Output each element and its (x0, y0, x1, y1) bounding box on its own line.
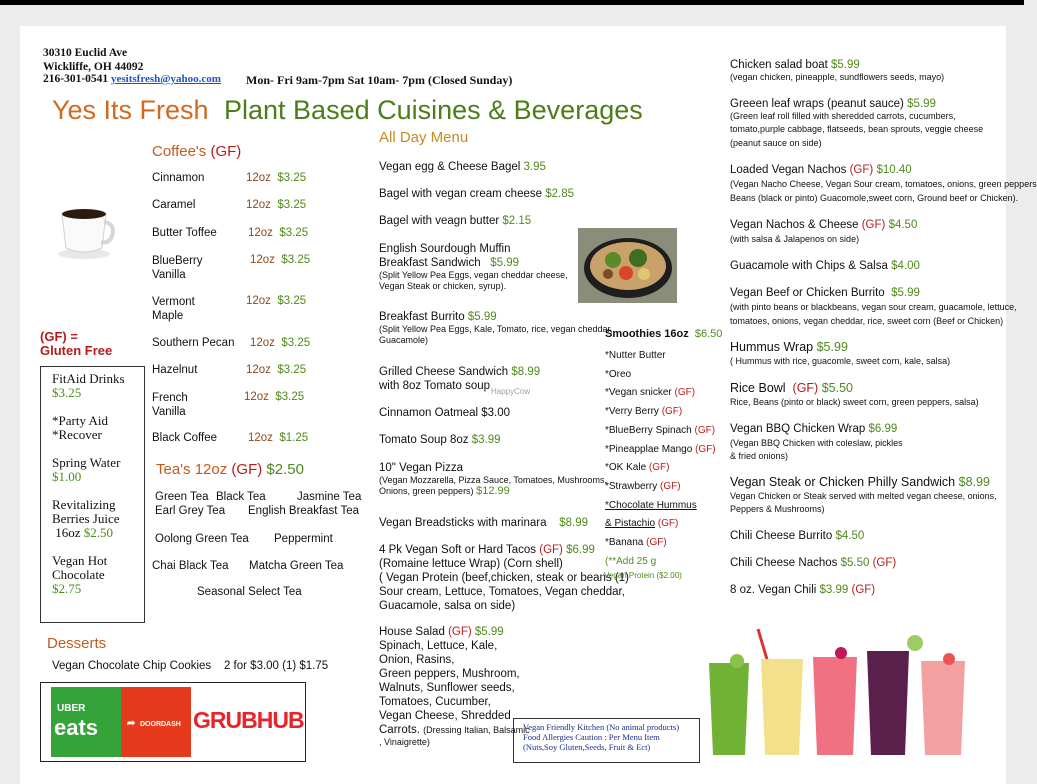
gf-legend (40, 330, 112, 358)
coffee-item: BlueBerry Vanilla (152, 255, 203, 281)
smoothie-item: *Verry Berry (GF) (605, 406, 683, 418)
gf-legend-line2: Gluten Free (40, 343, 113, 358)
coffee-size: 12oz $3.25 (246, 172, 307, 184)
menu-item: English Sourdough Muffin Breakfast Sandwich $5.99 (Split Yellow Pea Eggs, vegan cheddar cheese, Vegan Steak or chicken, syrup). (379, 243, 568, 291)
email-link[interactable]: yesitsfresh@yahoo.com (111, 73, 221, 85)
tea-item: Peppermint (274, 533, 333, 545)
smoothie-item: *Strawberry (GF) (605, 480, 681, 492)
smoothie-item: *Chocolate Hummus & Pistachio (GF) (605, 499, 697, 530)
smoothie-item: *Vegan snicker (GF) (605, 387, 696, 399)
menu-item: Loaded Vegan Nachos (GF) $10.40 (730, 164, 912, 176)
menu-item: Tomato Soup 8oz $3.99 (379, 434, 501, 446)
tea-item: Earl Grey Tea (155, 505, 226, 517)
coffee-item: Butter Toffee (152, 227, 217, 239)
menu-item: Bagel with vegan cream cheese $2.85 (379, 188, 574, 200)
food-bowl-photo (578, 228, 677, 303)
business-hours: Mon- Fri 9am-7pm Sat 10am- 7pm (Closed Sunday) (246, 73, 513, 87)
gf-legend-line1: (GF) = (40, 329, 78, 344)
coffee-item: Hazelnut (152, 364, 198, 376)
recover: *Recover (52, 427, 102, 442)
menu-item: Vegan egg & Cheese Bagel 3.95 (379, 161, 546, 173)
tea-item: Black Tea (216, 491, 266, 503)
menu-item: House Salad (GF) $5.99 Spinach, Lettuce, Kale, Onion, Rasins, Green peppers, Mushroom, Walnuts, Sunflower seeds, Tomatoes, Cucumber, Vegan Cheese, Shredded Carrots. (Dressing Italian, Balsamic , Vinaigrette) (379, 626, 530, 747)
revital-size-price: 16oz $2.50 (55, 525, 114, 540)
tea-item: Oolong Green Tea (155, 533, 249, 545)
coffee-size: 12oz $3.25 (244, 391, 305, 403)
menu-item: Chili Cheese Burrito $4.50 (730, 530, 865, 542)
coffee-size: 12oz $3.25 (248, 227, 309, 239)
tea-heading: Tea's 12oz (GF) $2.50 (156, 461, 304, 478)
coffee-item: Black Coffee (152, 432, 217, 444)
fitaid-box (40, 366, 145, 623)
brand-tagline: Plant Based Cuisines & Beverages (224, 95, 643, 125)
chocolate: Chocolate (52, 567, 105, 582)
kitchen-note: Vegan Friendly Kitchen (No animal products) Food Allergies Caution : Per Menu Item (Nuts,Soy Gluten,Seeds, Fruit & Ect) (513, 718, 700, 763)
dessert-item: Vegan Chocolate Chip Cookies 2 for $3.00 (1) $1.75 (52, 660, 329, 672)
all-day-heading: All Day Menu (379, 129, 469, 146)
coffee-item: Cinnamon (152, 172, 205, 184)
menu-item: Vegan Steak or Chicken Philly Sandwich $8.99 (730, 475, 990, 489)
smoothie-item: *BlueBerry Spinach (GF) (605, 424, 716, 436)
menu-item: Greeen leaf wraps (peanut sauce) $5.99 (730, 98, 936, 110)
menu-item: Guacamole with Chips & Salsa $4.00 (730, 260, 920, 272)
coffee-heading-text: Coffee's (152, 143, 207, 160)
coffee-size: 12oz $3.25 (250, 337, 311, 349)
fitaid-title: FitAid Drinks (52, 371, 125, 386)
coffee-size: 12oz $3.25 (246, 199, 307, 211)
coffee-size: 12oz $3.25 (250, 254, 311, 266)
menu-item: Vegan BBQ Chicken Wrap $6.99 (730, 423, 898, 435)
smoothie-item: *Oreo (605, 368, 632, 380)
menu-item: 10" Vegan Pizza (Vegan Mozzarella, Pizza Sauce, Tomatoes, Mushrooms, Onions, green peppers) $12.99 (379, 462, 607, 497)
menu-item: Chili Cheese Nachos $5.50 (GF) (730, 557, 897, 569)
smoothie-item: *Banana (GF) (605, 537, 667, 549)
delivery-logos (40, 682, 306, 762)
coffee-list (152, 172, 352, 452)
coffee-item: Vermont Maple (152, 296, 195, 322)
menu-item: Hummus Wrap $5.99 (730, 340, 848, 354)
menu-item: Grilled Cheese Sandwich $8.99 with 8oz Tomato soup (379, 366, 541, 392)
coffee-cup-icon (56, 202, 116, 262)
menu-item: Vegan Nachos & Cheese (GF) $4.50 (730, 219, 918, 231)
coffee-size: 12oz $1.25 (248, 432, 309, 444)
smoothie-item: *Pineapplae Mango (GF) (605, 443, 716, 455)
coffee-size: 12oz $3.25 (246, 295, 307, 307)
menu-item: Rice Bowl (GF) $5.50 (730, 381, 853, 395)
smoothie-protein: Vegan Protein ($2.00) (604, 571, 682, 580)
smoothies-heading: Smoothies 16oz $6.50 (605, 328, 723, 340)
revitalizing: Revitalizing (52, 497, 116, 512)
doordash-icon: ➦ (127, 718, 136, 729)
coffee-item: French Vanilla (152, 392, 188, 418)
menu-item: Vegan Beef or Chicken Burrito $5.99 (730, 287, 920, 299)
tea-item: Matcha Green Tea (249, 560, 344, 572)
menu-item: Bagel with veagn butter $2.15 (379, 215, 532, 227)
menu-item: 4 Pk Vegan Soft or Hard Tacos (GF) $6.99 (Romaine lettuce Wrap) (Corn shell) ( Vegan Protein (beef,chicken, steak or beans (1) Sour cream, Lettuce, Tomatoes, Vegan cheddar, Guacamole, salsa on side) (379, 544, 629, 612)
coffee-heading (152, 143, 241, 160)
menu-page (20, 26, 1037, 784)
coffee-gf-tag: (GF) (210, 143, 242, 160)
top-bar (0, 0, 1024, 5)
tea-item: Jasmine Tea (297, 491, 362, 503)
happycow-watermark: HappyCow (491, 387, 531, 396)
uber-eats-logo[interactable]: UBER eats (51, 687, 121, 757)
smoothie-item: *Nutter Butter (605, 350, 666, 361)
tea-item: English Breakfast Tea (248, 505, 360, 517)
party-aid: *Party Aid (52, 413, 108, 428)
menu-item: Chicken salad boat $5.99 (730, 59, 860, 71)
spring-water: Spring Water (52, 455, 121, 470)
smoothie-list (605, 347, 725, 571)
brand-title: Yes Its Fresh (52, 95, 209, 125)
tea-item: Seasonal Select Tea (197, 586, 302, 598)
smoothie-addon: (**Add 25 g (605, 555, 657, 567)
fitaid-price: $3.25 (52, 385, 82, 400)
coffee-size: 12oz $3.25 (246, 364, 307, 376)
menu-item: Breakfast Burrito $5.99 (Split Yellow Pea Eggs, Kale, Tomato, rice, vegan cheddar, Guacamole) (379, 311, 613, 345)
desserts-heading: Desserts (47, 635, 107, 652)
menu-item: Cinnamon Oatmeal $3.00 (379, 407, 511, 419)
doordash-logo[interactable]: ➦ DOORDASH (121, 687, 191, 757)
address-line2: Wickliffe, OH 44092 (43, 61, 144, 73)
spring-water-price: $1.00 (52, 469, 82, 484)
smoothie-item: *OK Kale (GF) (605, 462, 670, 474)
grubhub-logo[interactable]: GRUBHUB (193, 707, 304, 733)
smoothie-cups-photo (703, 623, 985, 763)
berries-juice: Berries Juice (52, 511, 120, 526)
menu-item: Vegan Breadsticks with marinara $8.99 (379, 517, 589, 529)
tea-item: Chai Black Tea (152, 560, 229, 572)
coffee-item: Southern Pecan (152, 337, 235, 349)
vegan-hot: Vegan Hot (52, 553, 108, 568)
right-column: Chicken salad boat $5.99 (vegan chicken, pineapple, sundflowers seeds, mayo) Greeen leaf wraps (peanut sauce) $5.99 (Green leaf roll filled with sheredded carrots, cucumbers, tomato,purple cabbage, flatseeds, bean sprouts, veggie cheese (peanut sauce on side) Loaded Vegan Nachos (GF) $10.40 (Vegan Nacho Cheese, Vegan Sour cream, tomatoes, onions, green peppers Beans (black or pinto) Guacomole,sweet corn, Ground beef or Chicken). Vegan Nachos & Cheese (GF) $4.50 (with salsa & Jalapenos on side) Guacamole with Chips & Salsa $4.00 Vegan Beef or Chicken Burrito $5.99 (with pinto beans or blackbeans, vegan sour cream, guacamole, lettuce, tomatoes, onions, vegan cheddar, rice, sweet corn (Beef or Chicken) Hummus Wrap $5.99 ( Hummus with rice, guacomle, sweet corn, kale, salsa) Rice Bowl (GF) $5.50 Rice, Beans (pinto or black) sweet corn, green peppers, salsa) Vegan BBQ Chicken Wrap $6.99 (Vegan BBQ Chicken with coleslaw, pickles & fried onions) Vegan Steak or Chicken Philly Sandwich $8.99 Vegan Chicken or Steak served with melted vegan cheese, onions, Peppers & Mushrooms) Chili Cheese Burrito $4.50 Chili Cheese Nachos $5.50 (GF) 8 oz. Vegan Chili $3.99 (GF) (730, 59, 1037, 596)
address-line1: 30310 Euclid Ave (43, 47, 128, 59)
menu-item: 8 oz. Vegan Chili $3.99 (GF) (730, 584, 876, 596)
tea-item: Green Tea (155, 491, 209, 503)
hot-chocolate-price: $2.75 (52, 581, 82, 596)
coffee-item: Caramel (152, 199, 196, 211)
phone-number: 216-301-0541 (43, 73, 109, 85)
